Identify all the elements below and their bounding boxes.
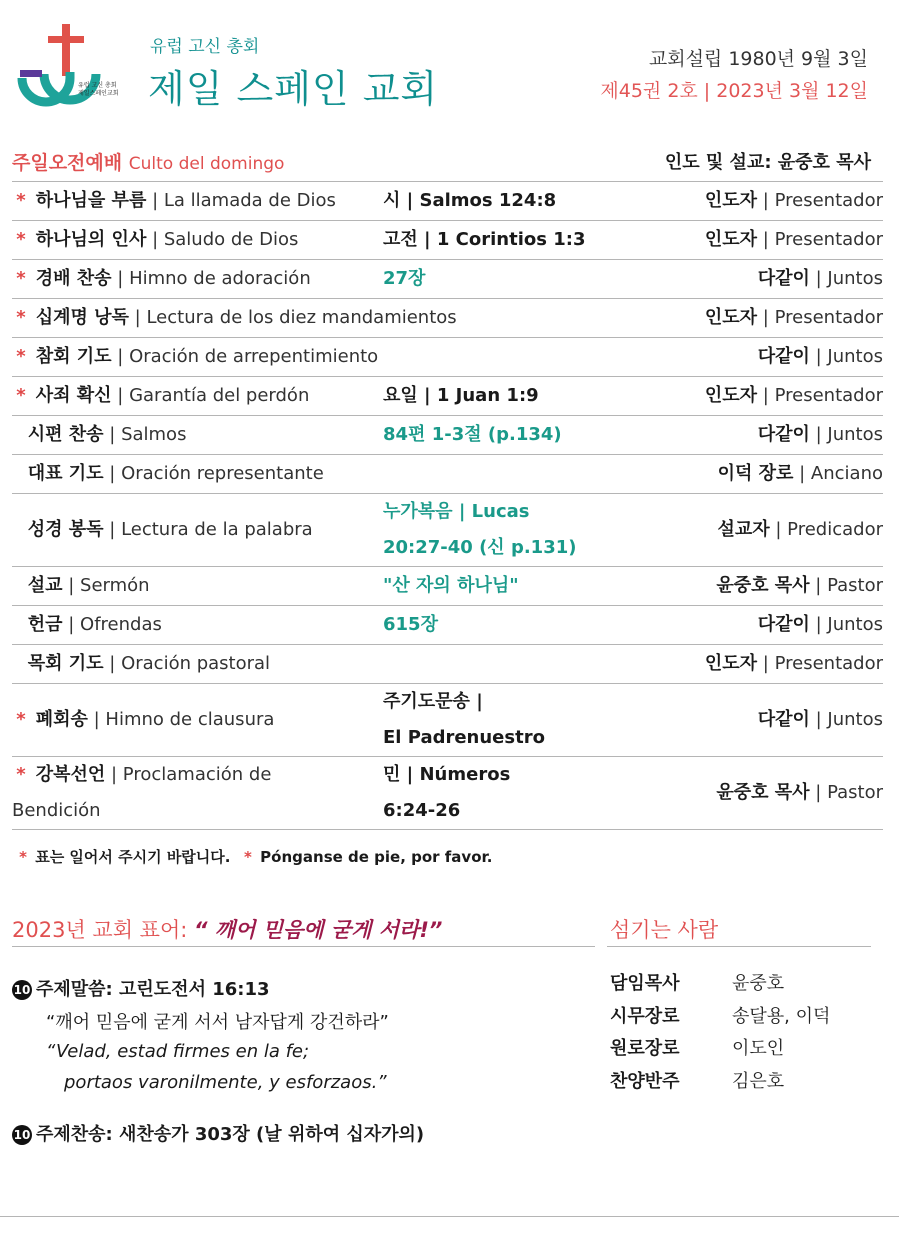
item-es: | Garantía del perdón [111,385,310,406]
motto-heading [12,914,442,944]
item-reference: 27장 [383,268,426,289]
item-leader-es: | Presentador [757,653,883,674]
worship-row [12,298,883,337]
item-es: | Lectura de los diez mandamientos [128,307,457,328]
service-header [12,142,871,180]
item-leader-es: | Presentador [757,229,883,250]
servant-role: 담임목사 [610,973,680,994]
stand-mark: * [16,385,26,406]
item-es: | Proclamación de [105,764,272,785]
worship-row [12,376,883,415]
item-reference-line-1: 민 | Números [383,764,511,785]
worship-row [12,259,883,298]
servant-name: 이도인 [732,1038,785,1059]
stand-mark: * [16,307,26,328]
item-leader-es: | Juntos [809,346,883,367]
stand-mark: * [16,346,26,367]
servant-row [610,1001,830,1034]
item-reference: 84편 1-3절 (p.134) [383,424,562,445]
service-leader: 인도 및 설교: 윤중호 목사 [664,152,871,173]
item-leader-ko: 이덕 장로 [717,463,794,484]
item-leader-es: | Presentador [757,385,883,406]
hymn-label: 주제찬송: 새찬송가 303장 (날 위하여 십자가의) [36,1124,425,1145]
church-logo [14,20,126,112]
item-leader-es: | Pastor [809,575,883,596]
item-leader-ko: 인도자 [704,190,758,211]
worship-row [12,493,883,566]
item-es: | La llamada de Dios [146,190,336,211]
verse-korean: “깨어 믿음에 굳게 서서 남자답게 강건하라” [46,1012,389,1033]
service-title-es: Culto del domingo [128,153,285,174]
note-es: Pónganse de pie, por favor. [260,848,493,866]
worship-row [12,337,883,376]
item-ko: 성경 봉독 [27,519,104,540]
item-leader-ko: 설교자 [717,519,770,540]
motto-label: 2023년 교회 표어: [12,918,194,942]
item-leader-ko: 다같이 [757,614,810,635]
item-es: | Lectura de la palabra [103,519,313,540]
servants-list [610,968,830,1098]
item-ko: 십계명 낭독 [35,307,129,328]
item-ko: 강복선언 [35,764,106,785]
item-leader-es: | Presentador [757,307,883,328]
stand-mark: * [16,190,26,211]
worship-row [12,454,883,493]
item-leader-ko: 다같이 [757,709,810,730]
item-ko: 헌금 [27,614,63,635]
item-leader-ko: 다같이 [757,268,810,289]
item-leader-es: | Juntos [809,268,883,289]
servants-heading: 섬기는 사람 [610,918,719,942]
verse-spanish-2: portaos varonilmente, y esforzaos.” [64,1072,387,1093]
item-leader-ko: 다같이 [757,424,810,445]
item-reference: 시 | Salmos 124:8 [383,190,557,211]
standing-note [16,846,492,867]
divider [12,946,595,947]
service-title-ko: 주일오전예배 [12,151,123,174]
theme-hymn [12,1120,424,1146]
bullet-icon: 10 [12,980,32,1000]
item-reference: 고전 | 1 Corintios 1:3 [383,229,586,250]
item-es: | Himno de clausura [87,709,275,730]
stand-mark: * [16,764,26,785]
item-leader-es: | Presentador [757,190,883,211]
worship-row [12,756,883,830]
item-ko: 시편 찬송 [27,424,104,445]
item-reference-line-1: 주기도문송 | [383,691,483,712]
divider [607,946,871,947]
item-es-line-2: Bendición [12,800,101,821]
item-ko: 하나님의 인사 [35,229,147,250]
item-es: | Ofrendas [62,614,162,635]
item-reference: 615장 [383,614,438,635]
theme-label: 주제말씀: 고린도전서 16:13 [36,979,270,1000]
motto-quote: “ 깨어 믿음에 굳게 서라!” [193,918,443,942]
item-ko: 설교 [27,575,63,596]
item-leader-ko: 인도자 [704,307,758,328]
item-leader-ko: 인도자 [704,385,758,406]
logo-text-1: 유럽 고신 총회 [78,82,117,89]
item-leader-ko: 인도자 [704,653,758,674]
servant-role: 시무장로 [610,1005,680,1027]
item-reference-line-2: El Padrenuestro [383,727,545,748]
item-es: | Oración de arrepentimiento [111,346,379,367]
note-ko: 표는 일어서 주시기 바랍니다. [35,848,231,866]
item-leader-ko: 윤중호 목사 [716,575,810,596]
servant-row [610,1066,830,1099]
stand-mark: * [16,709,26,730]
item-ko: 하나님을 부름 [35,190,147,211]
stand-mark: * [16,229,26,250]
order-of-worship [12,181,883,830]
servant-row [610,1033,830,1066]
item-leader-es: | Juntos [809,424,883,445]
logo-text-2: 제일스페인교회 [78,90,119,97]
item-ko: 대표 기도 [27,463,104,484]
worship-row [12,683,883,756]
item-reference: 요일 | 1 Juan 1:9 [383,385,539,406]
worship-row [12,181,883,220]
item-leader-es: | Juntos [809,709,883,730]
item-ko: 폐회송 [35,709,88,730]
item-reference-line-2: 20:27-40 (신 p.131) [383,537,577,558]
item-leader-es: | Pastor [809,782,883,803]
worship-row [12,605,883,644]
item-leader-es: | Anciano [793,463,883,484]
item-es: | Saludo de Dios [146,229,299,250]
theme-verse [12,975,270,1001]
bottom-divider [0,1216,899,1217]
stand-mark: * [16,268,26,289]
item-es: | Sermón [62,575,150,596]
worship-row [12,415,883,454]
worship-row [12,566,883,605]
item-ko: 참회 기도 [35,346,112,367]
servant-name: 김은호 [732,1070,785,1092]
item-es: | Oración representante [103,463,324,484]
item-ko: 사죄 확신 [35,385,112,406]
service-title [12,148,284,175]
servant-role: 찬양반주 [610,1070,680,1092]
servant-name: 송달용, 이덕 [732,1005,831,1027]
worship-row [12,644,883,683]
item-leader-es: | Juntos [809,614,883,635]
item-es: | Himno de adoración [111,268,311,289]
servant-row [610,968,830,1001]
issue-info: 제45권 2호 | 2023년 3월 12일 [600,80,868,102]
item-reference-line-2: 6:24-26 [383,800,461,821]
founded-date: 교회설립 1980년 9월 3일 [648,48,868,70]
item-es: | Salmos [103,424,187,445]
verse-spanish-1: “Velad, estad firmes en la fe; [46,1041,310,1062]
item-leader-ko: 인도자 [704,229,758,250]
item-es: | Oración pastoral [103,653,271,674]
servant-role: 원로장로 [610,1038,680,1059]
item-reference-line-1: 누가복음 | Lucas [383,501,530,522]
item-leader-es: | Predicador [769,519,883,540]
sub-organization: 유럽 고신 총회 [150,37,260,57]
stand-mark: * [19,848,27,866]
item-ko: 경배 찬송 [35,268,112,289]
stand-mark: * [244,848,252,866]
item-ko: 목회 기도 [27,653,104,674]
servant-name: 윤중호 [732,973,785,994]
sermon-title: "산 자의 하나님" [383,575,519,596]
item-leader-ko: 윤중호 목사 [716,782,810,803]
item-leader-ko: 다같이 [757,346,810,367]
church-name: 제일 스페인 교회 [148,67,439,111]
worship-row [12,220,883,259]
bullet-icon: 10 [12,1125,32,1145]
